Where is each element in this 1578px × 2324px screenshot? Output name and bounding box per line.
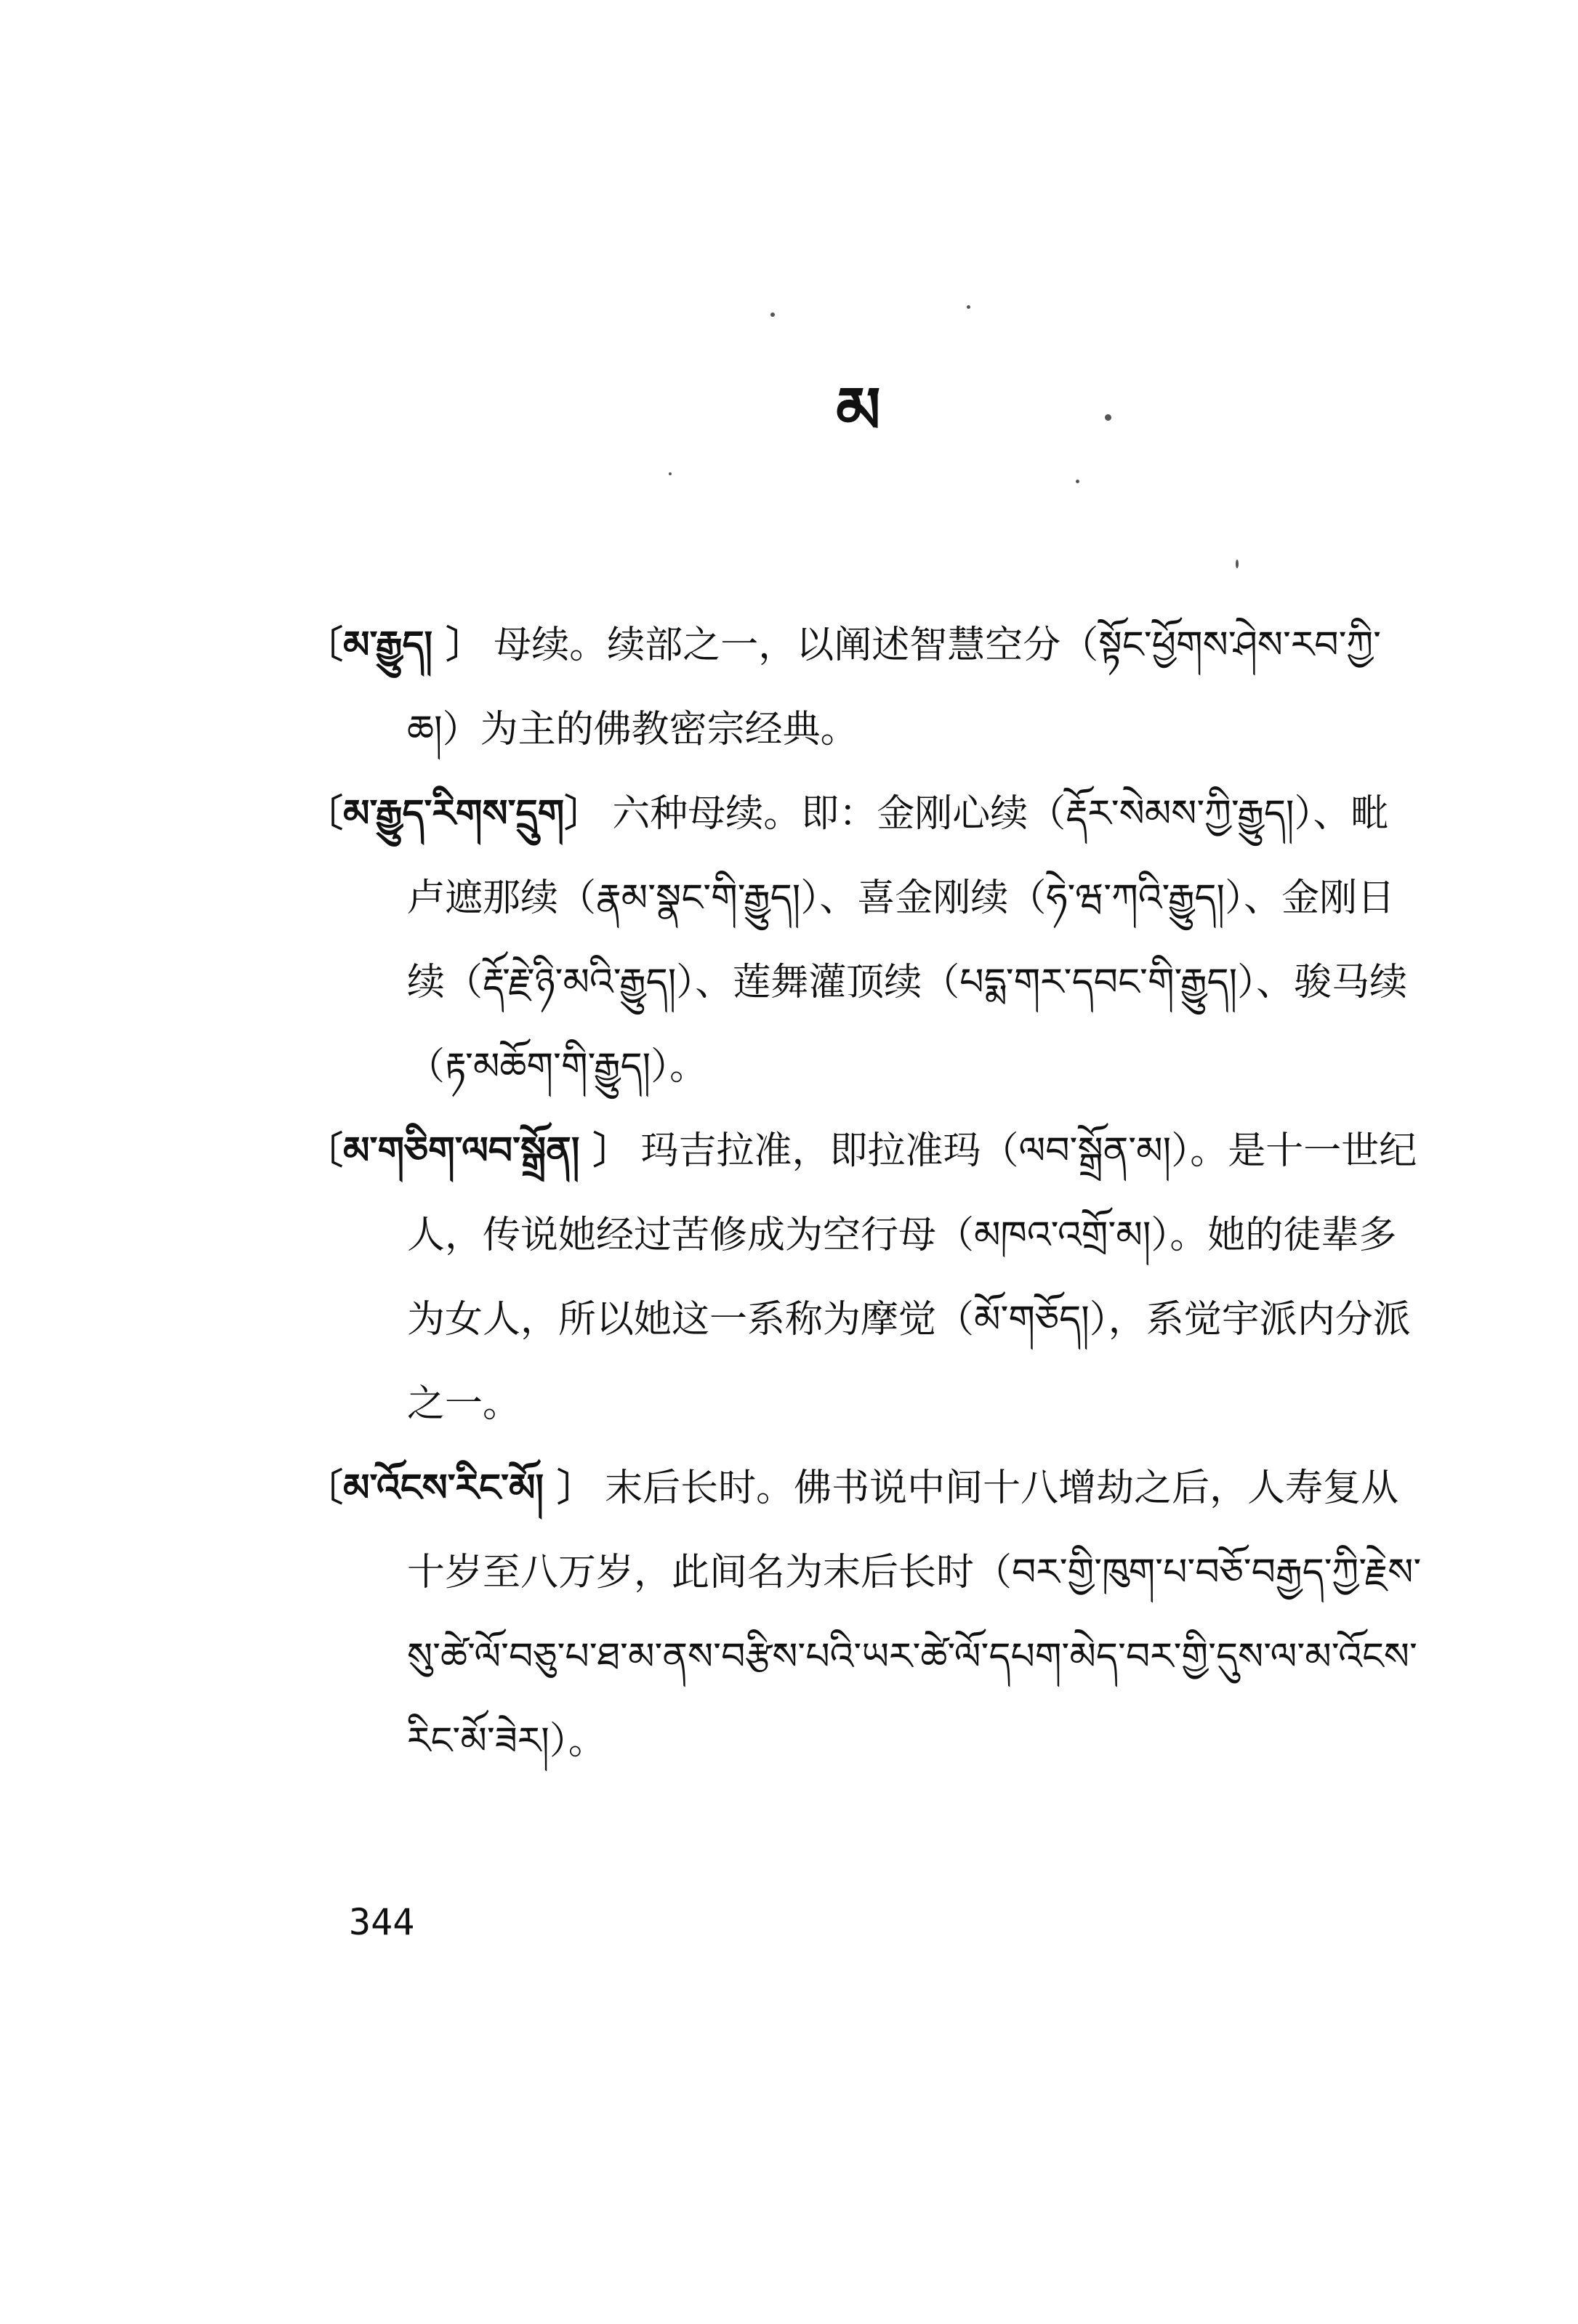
scan-speck	[669, 472, 672, 475]
dictionary-entry	[305, 603, 1425, 772]
scan-speck	[1236, 560, 1239, 568]
section-letter: མ	[836, 372, 881, 448]
dictionary-entry	[305, 1109, 1425, 1446]
entry-definition: 末后长时。佛书说中间十八增劫之后，人寿复从十岁至八万岁，此间名为末后长时（བར་གྱི་ཁུག་པ་བཅོ་བརྒྱད་ཀྱི་རྗེས་སུ་ཚེ་ལོ་བཅུ་པ་ཐ་མ་ནས་བརྩིས་པའི་ཡར་ཚེ་ལོ་དཔག་མེད་བར་གྱི་དུས་ལ་མ་འོངས་རིང་མོ་ཟེར།）。	[407, 1466, 1422, 1763]
entry-definition: 六种母续。即：金刚心续（རྡོར་སེམས་ཀྱི་རྒྱུད།）、毗卢遮那续（རྣམ་སྣང་གི་རྒྱུད།）、喜金刚续（ཧེ་ཝ་ཀའི་རྒྱུད།）、金刚日续（རྡོ་རྗེ་ཉི་མའི་རྒྱུད།）、莲舞灌顶续（པདྨ་གར་དབང་གི་རྒྱུད།）、骏马续（རྟ་མཆོག་གི་རྒྱུད།）。	[407, 792, 1408, 1089]
scan-speck	[1105, 414, 1111, 421]
dictionary-entry	[305, 1446, 1425, 1783]
dictionary-entry	[305, 772, 1425, 1109]
entry-headword: 〔 མ་གཅིག་ལབ་སྒྲོན། 〕	[305, 1129, 631, 1173]
entry-headword: 〔 མ་རྒྱུད། 〕	[305, 623, 483, 667]
entry-headword: 〔 མ་འོངས་རིང་མོ། 〕	[305, 1466, 595, 1510]
scan-speck	[770, 312, 775, 317]
entry-definition: 玛吉拉准，即拉准玛（ལབ་སྒྲོན་མ།）。是十一世纪人，传说她经过苦修成为空行母（མཁའ་འགྲོ་མ།）。她的徒辈多为女人，所以她这一系称为摩觉（མོ་གཅོད།），系觉宇派内分派之一。	[407, 1129, 1417, 1426]
scan-speck	[1076, 480, 1079, 483]
page-number: 344	[349, 1901, 415, 1943]
scan-speck	[967, 305, 970, 309]
entry-list	[305, 603, 1425, 1783]
entry-definition: 母续。续部之一，以阐述智慧空分（སྟོང་ཕྱོགས་ཤེས་རབ་ཀྱི་ཆ།）为主的佛教密宗经典。	[407, 624, 1382, 751]
entry-headword: 〔 མ་རྒྱུད་རིགས་དྲུག 〕	[305, 791, 602, 836]
